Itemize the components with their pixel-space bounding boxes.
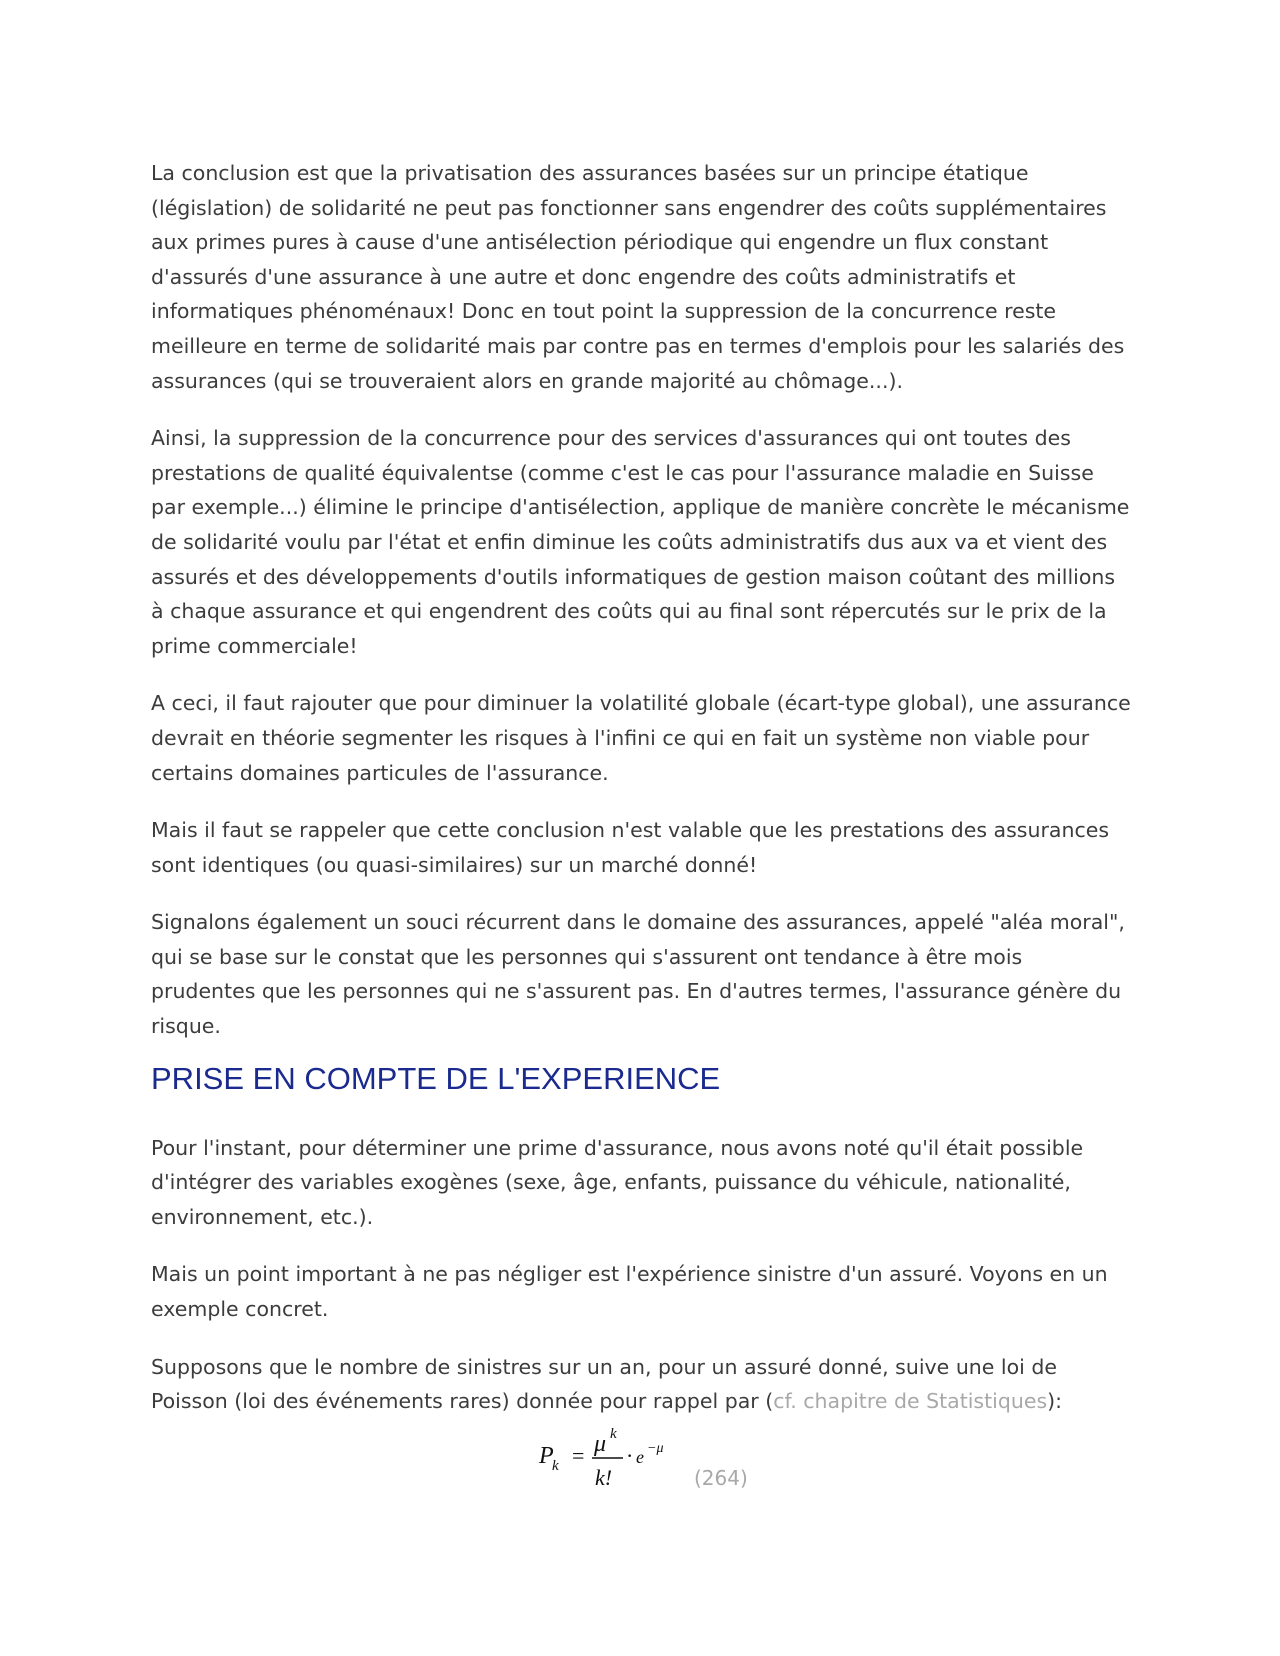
document-body — [151, 156, 1131, 1501]
formula-denominator: k! — [595, 1464, 613, 1490]
formula-dot: · — [626, 1442, 634, 1468]
equation-number: (264) — [694, 1465, 748, 1490]
paragraph-variables-exogenes: Pour l'instant, pour déterminer une prime d'assurance, nous avons noté qu'il était possible d'intégrer des variables exogènes (sexe, âge, enfants, puissance du véhicule, nationalité, environnement, etc.). — [151, 1135, 1084, 1229]
paragraph-alea-moral: Signalons également un souci récurrent dans le domaine des assurances, appelé "aléa moral", qui se base sur le constat que les personnes qui s'assurent ont tendance à être mois prudentes que les personnes qui ne s'assurent pas. En d'autres termes, l'assurance génère du risque. — [151, 910, 1125, 1039]
formula-lhs-base: P — [539, 1442, 554, 1469]
formula-equals: = — [572, 1442, 585, 1468]
formula-exp-power: −μ — [647, 1440, 664, 1456]
paragraph-poisson — [151, 1350, 1131, 1419]
poisson-suffix: ): — [1047, 1389, 1063, 1414]
paragraph-experience-sinistre: Mais un point important à ne pas négliger est l'expérience sinistre d'un assuré. Voyons en un exemple concret. — [151, 1262, 1108, 1322]
formula-numerator-base: μ — [594, 1430, 607, 1457]
equation-row — [151, 1421, 1131, 1501]
paragraph-volatilite: A ceci, il faut rajouter que pour diminuer la volatilité globale (écart-type global), une assurance devrait en théorie segmenter les risques à l'infini ce qui en fait un système non viable pour certains domaines particules de l'assurance. — [151, 691, 1131, 785]
formula-numerator-exp: k — [610, 1425, 617, 1442]
paragraph-suppression-concurrence: Ainsi, la suppression de la concurrence pour des services d'assurances qui ont toutes des prestations de qualité équivalentse (comme c'est le cas pour l'assurance maladie en Suisse par exemple...) élimine le principe d'antisélection, applique de manière concrète le mécanisme de solidarité voulu par l'état et enfin diminue les coûts administratifs dus aux va et vient des assurés et des développements d'outils informatiques de gestion maison coûtant des millions à chaque assurance et qui engendrent des coûts qui au final sont répercutés sur le prix de la prime commerciale! — [151, 426, 1130, 658]
poisson-formula — [535, 1421, 685, 1493]
paragraph-conclusion-valable: Mais il faut se rappeler que cette conclusion n'est valable que les prestations des assurances sont identiques (ou quasi-similaires) sur un marché donné! — [151, 818, 1110, 877]
section-heading: PRISE EN COMPTE DE L'EXPERIENCE — [151, 1060, 721, 1096]
statistics-chapter-link[interactable]: cf. chapitre de Statistiques — [773, 1389, 1048, 1414]
poisson-text: Supposons que le nombre de sinistres sur un an, pour un assuré donné, suive une loi de Poisson (loi des événements rares) donnée pour rappel par ( — [151, 1354, 1058, 1414]
paragraph-privatisation: La conclusion est que la privatisation des assurances basées sur un principe étatique (législation) de solidarité ne peut pas fonctionner sans engendrer des coûts supplémentaires aux primes pures à cause d'une antisélection périodique qui engendre un flux constant d'assurés d'une assurance à une autre et donc engendre des coûts administratifs et informatiques phénoménaux! Donc en tout point la suppression de la concurrence reste meilleure en terme de solidarité mais par contre pas en termes d'emplois pour les salariés des assurances (qui se trouveraient alors en grande majorité au chômage...). — [151, 161, 1125, 393]
formula-exp-base: e — [636, 1446, 644, 1467]
formula-lhs-sub: k — [552, 1457, 559, 1474]
